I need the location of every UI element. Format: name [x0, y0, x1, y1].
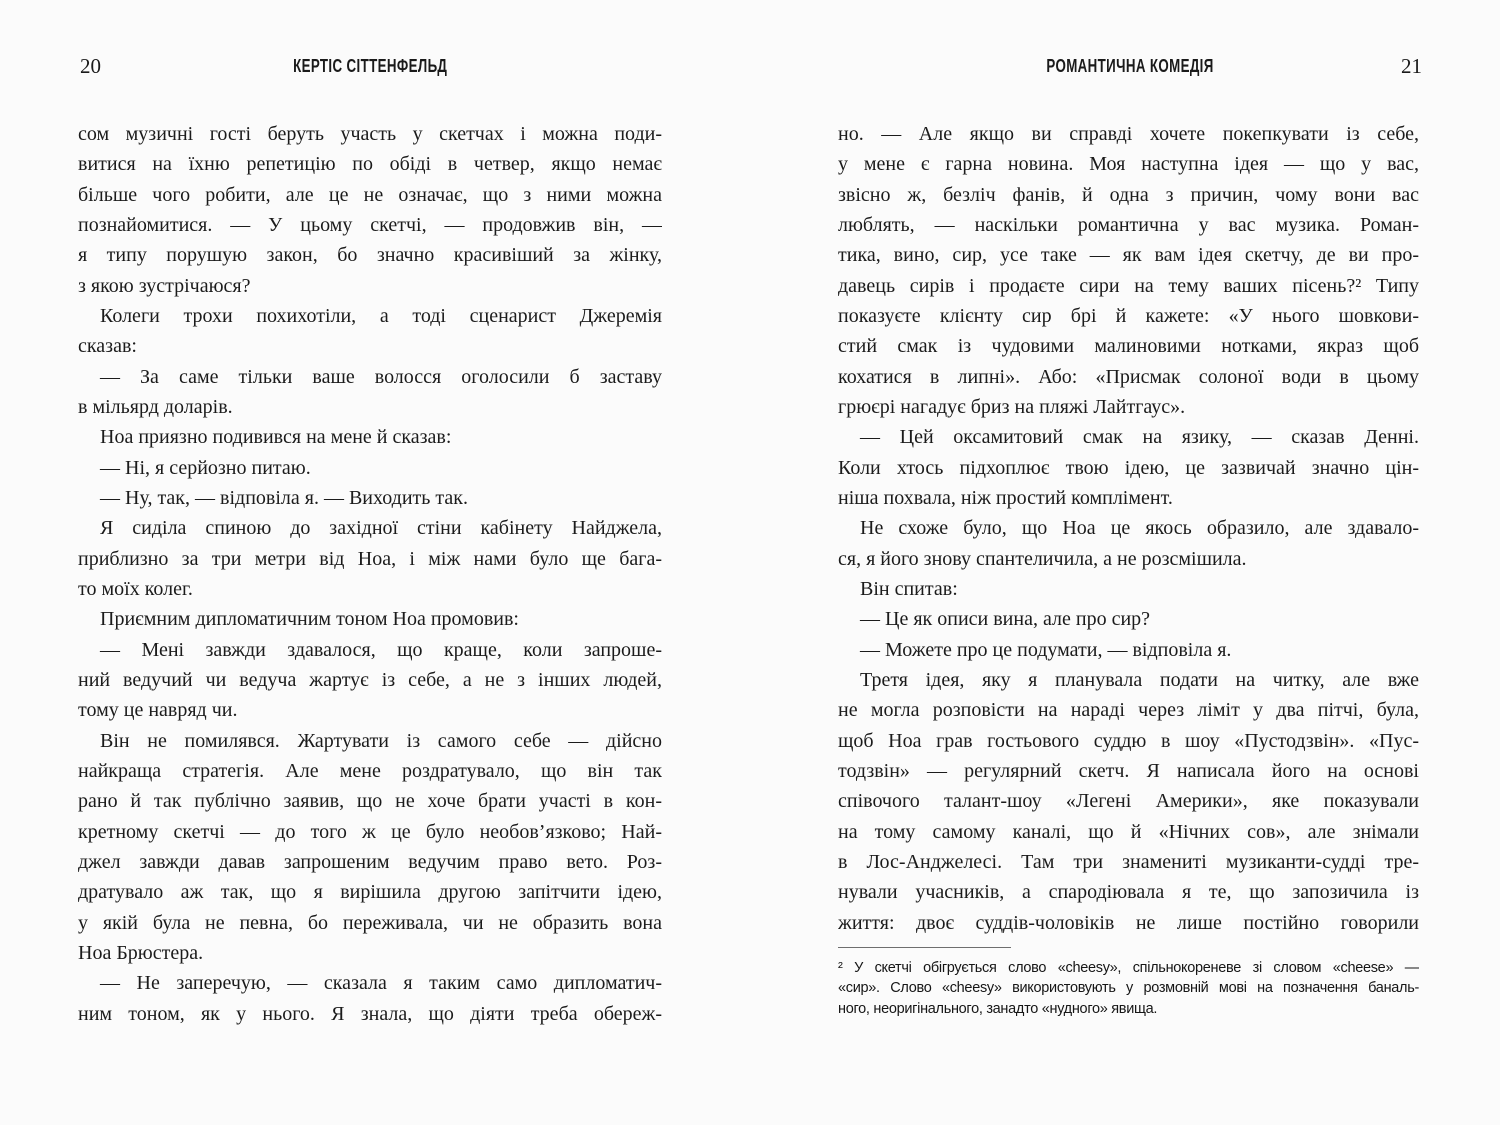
text-line: давець сирів і продаєте сири на тему ваших пісень?² Типу: [838, 274, 1419, 297]
text-line: — Не заперечую, — сказала я таким само дипломатич-: [100, 972, 662, 995]
text-line: на тому самому каналі, що й «Нічних сов», але знімали: [838, 820, 1419, 843]
text-line: — За саме тільки ваше волосся оголосили б заставу: [100, 365, 662, 388]
text-line: — Це як описи вина, але про сир?: [860, 608, 1151, 631]
text-line: Він спитав:: [860, 577, 958, 600]
text-line: ² У скетчі обігрується слово «cheesy», спільнокореневе зі словом «cheese» —: [838, 960, 1419, 976]
text-line: Колеги трохи похихотіли, а тоді сценарист Джеремія: [100, 304, 662, 327]
left-page-text: [78, 119, 662, 1029]
text-line: ся, я його знову спантеличила, а не розсмішила.: [838, 547, 1247, 570]
right-page-text: [838, 119, 1419, 938]
right-running-title: [838, 53, 1422, 79]
footnote-separator: [838, 947, 1011, 948]
text-line: Ноа Брюстера.: [78, 941, 204, 964]
text-line: тодзвін» — регулярний скетч. Я написала його на основі: [838, 759, 1419, 782]
text-line: Коли хтось підхоплює твою ідею, це зазвичай значно цін-: [838, 456, 1419, 479]
text-line: — Цей оксамитовий смак на язику, — сказав Денні.: [860, 426, 1419, 449]
text-line: Приємним дипломатичним тоном Ноа промовив:: [100, 608, 519, 631]
left-running-title-text: КЕРТІС СІТТЕНФЕЛЬД: [292, 56, 448, 76]
text-line: нували учасників, а спародіювала я те, що запозичила із: [838, 881, 1419, 904]
text-line: тика, вино, сир, усе таке — як вам ідея скетчу, де ви про-: [838, 244, 1419, 267]
text-line: щоб Ноа грав гостьового суддю в шоу «Пустодзвін». «Пус-: [838, 729, 1419, 752]
text-line: приблизно за три метри від Ноа, і між нами було ще бага-: [78, 547, 662, 570]
text-line: но. — Але якщо ви справді хочете покепкувати із себе,: [838, 123, 1419, 145]
text-line: стий смак із чудовими малиновими нотками, якраз щоб: [838, 335, 1419, 358]
text-line: — Можете про це подумати, — відповіла я.: [860, 638, 1232, 661]
text-line: кретному скетчі — до того ж це було необов’язково; Най-: [78, 820, 662, 843]
text-line: — Ні, я серйозно питаю.: [100, 456, 311, 479]
text-line: — Ну, так, — відповіла я. — Виходить так.: [100, 486, 468, 509]
text-line: то моїх колег.: [78, 577, 193, 600]
left-running-title: [78, 53, 662, 79]
right-page-header: [838, 53, 1422, 79]
text-line: більше чого робити, але це не означає, що з ними можна: [78, 183, 662, 206]
text-line: найкраща стратегія. Але мене роздратувало, що він так: [78, 759, 662, 782]
text-line: не могла розповісти на нараді через ліміт у два пітчі, була,: [838, 699, 1419, 722]
text-line: з якою зустрічаюся?: [78, 274, 251, 297]
text-line: сказав:: [78, 335, 137, 358]
text-line: звісно ж, безліч фанів, й одна з причин, чому вони вас: [838, 183, 1419, 206]
text-line: у якій була не певна, бо переживала, чи не образить вона: [78, 911, 662, 934]
text-line: сом музичні гості беруть участь у скетчах і можна поди-: [78, 123, 662, 145]
text-line: ним тоном, як у нього. Я знала, що діяти треба обереж-: [78, 1002, 662, 1025]
right-running-title-text: РОМАНТИЧНА КОМЕДІЯ: [1046, 56, 1214, 76]
text-line: в мільярд доларів.: [78, 395, 233, 418]
text-line: люблять, — наскільки романтична у вас музика. Роман-: [838, 213, 1419, 236]
left-page-header: [78, 53, 662, 79]
text-line: ного, неоригінального, занадто «нудного» явища.: [838, 1000, 1158, 1017]
text-line: джел завжди давав запрошеним ведучим право вето. Роз-: [78, 850, 662, 873]
text-line: «сир». Слово «cheesy» використовують у розмовній мові на позначення баналь-: [838, 980, 1419, 997]
text-line: в Лос-Анджелесі. Там три знамениті музиканти-судді тре-: [838, 850, 1419, 873]
text-line: рано й так публічно заявив, що не хоче брати участі в кон-: [78, 790, 662, 813]
footnote: [838, 958, 1419, 1019]
text-line: ний ведучий чи ведуча жартує із себе, а не з інших людей,: [78, 668, 662, 691]
text-line: співочого талант-шоу «Легені Америки», яке показували: [838, 790, 1419, 813]
text-line: — Мені завжди здавалося, що краще, коли запроше-: [100, 638, 662, 661]
left-page-number: 20: [80, 54, 101, 78]
text-line: кохатися в липні». Або: «Присмак солоної води в цьому: [838, 365, 1419, 388]
text-line: показуєте клієнту сир брі й кажете: «У нього шовкови-: [838, 304, 1419, 327]
text-line: дратувало аж так, що я вирішила другою запітчити ідею,: [78, 881, 662, 904]
text-line: життя: двоє суддів-чоловіків не лише постійно говорили: [838, 911, 1419, 934]
text-line: Не схоже було, що Ноа це якось образило, але здавало-: [860, 517, 1419, 540]
text-line: Ноа приязно подивився на мене й сказав:: [100, 426, 452, 449]
text-line: познайомитися. — У цьому скетчі, — продовжив він, —: [78, 213, 662, 236]
text-line: Я сиділа спиною до західної стіни кабінету Найджела,: [100, 517, 662, 540]
text-line: ніша похвала, ніж простий комплімент.: [838, 486, 1173, 509]
text-line: Третя ідея, яку я планувала подати на читку, але вже: [860, 668, 1419, 691]
right-page-number: 21: [1401, 54, 1422, 78]
text-line: я типу порушую закон, бо значно красивіший за жінку,: [78, 244, 662, 267]
text-line: Він не помилявся. Жартувати із самого себе — дійсно: [100, 729, 662, 752]
text-line: витися на їхню репетицію по обіді в четвер, якщо немає: [78, 153, 662, 176]
text-line: у мене є гарна новина. Моя наступна ідея — що у вас,: [838, 153, 1419, 176]
text-line: грюєрі нагадує бриз на пляжі Лайтгаус».: [838, 395, 1186, 418]
text-line: тому це навряд чи.: [78, 699, 238, 722]
